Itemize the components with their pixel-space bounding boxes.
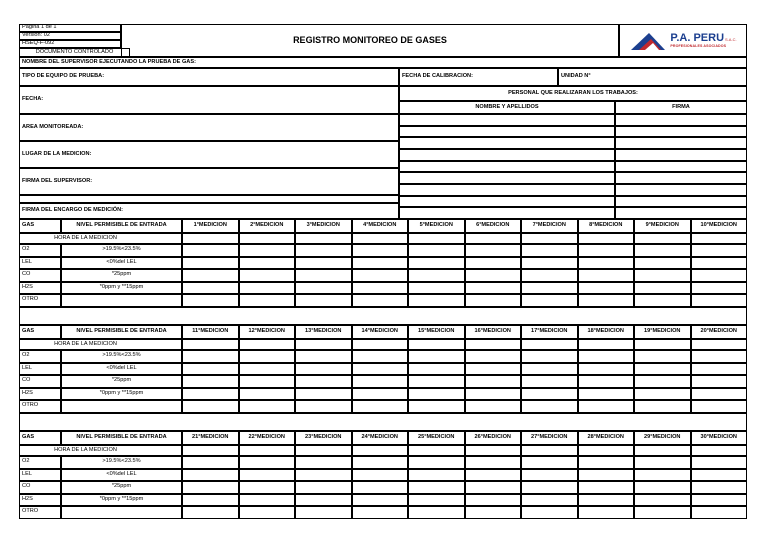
measurement-value-cell[interactable] [352, 269, 409, 282]
measurement-value-cell[interactable] [578, 350, 635, 363]
permissible-level-value [61, 294, 182, 307]
personnel-label: PERSONAL QUE REALIZARAN LOS TRABAJOS: [399, 86, 747, 101]
measurement-column-header: 12°MEDICION [239, 325, 296, 339]
measurement-column-header: 18°MEDICION [578, 325, 635, 339]
measurement-value-cell[interactable] [182, 400, 239, 413]
measurement-value-cell[interactable] [182, 363, 239, 376]
measurement-value-cell[interactable] [521, 456, 578, 469]
measurement-value-cell[interactable] [182, 375, 239, 388]
measurement-value-cell[interactable] [634, 506, 691, 519]
measurement-value-cell[interactable] [182, 257, 239, 270]
measurement-column-header: 24°MEDICION [352, 431, 409, 445]
measurement-value-cell[interactable] [578, 282, 635, 295]
measurement-value-cell[interactable] [691, 456, 748, 469]
measurement-hour-label: HORA DE LA MEDICION [19, 445, 182, 456]
permissible-level-header: NIVEL PERMISIBLE DE ENTRADA [61, 219, 182, 233]
measurement-value-cell[interactable] [634, 456, 691, 469]
personnel-signature-cell[interactable] [615, 172, 747, 184]
measurement-hour-cell[interactable] [578, 445, 635, 456]
measurement-value-cell[interactable] [465, 494, 522, 507]
measurement-value-cell[interactable] [691, 269, 748, 282]
measurement-hour-cell[interactable] [634, 233, 691, 244]
measurement-value-cell[interactable] [352, 244, 409, 257]
permissible-level-value: *25ppm [61, 375, 182, 388]
measurement-value-cell[interactable] [295, 388, 352, 401]
measurement-value-cell[interactable] [691, 375, 748, 388]
measurement-column-header: 15°MEDICION [408, 325, 465, 339]
measurement-value-cell[interactable] [634, 388, 691, 401]
measurement-value-cell[interactable] [465, 257, 522, 270]
measurement-value-cell[interactable] [352, 350, 409, 363]
measurement-value-cell[interactable] [239, 481, 296, 494]
gas-name: CO [19, 375, 61, 388]
measurement-column-header: 1°MEDICION [182, 219, 239, 233]
measurement-hour-cell[interactable] [182, 233, 239, 244]
logo-subtitle: PROFESIONALES ASOCIADOS [670, 43, 727, 48]
name-column-header: NOMBRE Y APELLIDOS [399, 101, 615, 114]
gas-name: OTRO [19, 506, 61, 519]
personnel-name-cell[interactable] [399, 126, 615, 138]
measurement-hour-cell[interactable] [521, 233, 578, 244]
measurement-value-cell[interactable] [691, 388, 748, 401]
measurement-value-cell[interactable] [578, 375, 635, 388]
gas-column-header: GAS [19, 431, 61, 445]
measurement-hour-cell[interactable] [521, 339, 578, 350]
measurement-value-cell[interactable] [239, 282, 296, 295]
measurement-value-cell[interactable] [634, 350, 691, 363]
measurement-value-cell[interactable] [691, 282, 748, 295]
measurement-value-cell[interactable] [408, 494, 465, 507]
measurement-hour-cell[interactable] [465, 233, 522, 244]
measurement-value-cell[interactable] [578, 269, 635, 282]
personnel-name-cell[interactable] [399, 137, 615, 149]
measurement-value-cell[interactable] [352, 363, 409, 376]
measurement-column-header: 26°MEDICION [465, 431, 522, 445]
permissible-level-value: <0%del LEL [61, 469, 182, 482]
measurement-value-cell[interactable] [465, 294, 522, 307]
measurement-value-cell[interactable] [182, 388, 239, 401]
gas-name: LEL [19, 363, 61, 376]
personnel-name-cell[interactable] [399, 172, 615, 184]
personnel-signature-cell[interactable] [615, 149, 747, 161]
measurement-value-cell[interactable] [578, 481, 635, 494]
measurement-value-cell[interactable] [352, 388, 409, 401]
measurement-value-cell[interactable] [578, 506, 635, 519]
equipment-type-label: TIPO DE EQUIPO DE PRUEBA: [19, 68, 399, 86]
measurement-value-cell[interactable] [465, 456, 522, 469]
measurement-value-cell[interactable] [239, 269, 296, 282]
measurement-column-header: 13°MEDICION [295, 325, 352, 339]
measurement-column-header: 6°MEDICION [465, 219, 522, 233]
measurement-value-cell[interactable] [521, 494, 578, 507]
monitored-area-label: AREA MONITOREADA: [19, 114, 399, 141]
measurement-hour-cell[interactable] [521, 445, 578, 456]
measurement-column-header: 16°MEDICION [465, 325, 522, 339]
measurement-value-cell[interactable] [239, 294, 296, 307]
measurement-value-cell[interactable] [634, 244, 691, 257]
measurement-value-cell[interactable] [295, 400, 352, 413]
measurement-value-cell[interactable] [352, 494, 409, 507]
measurement-hour-cell[interactable] [691, 445, 748, 456]
measurement-value-cell[interactable] [578, 456, 635, 469]
measurement-value-cell[interactable] [521, 375, 578, 388]
measurement-column-header: 10°MEDICION [691, 219, 748, 233]
measurement-hour-cell[interactable] [691, 233, 748, 244]
measurement-value-cell[interactable] [352, 294, 409, 307]
gas-name: H2S [19, 282, 61, 295]
gas-monitoring-form [19, 24, 747, 518]
measurement-value-cell[interactable] [295, 294, 352, 307]
measurement-value-cell[interactable] [352, 282, 409, 295]
personnel-signature-cell[interactable] [615, 207, 747, 219]
gas-name: OTRO [19, 400, 61, 413]
measurement-value-cell[interactable] [239, 388, 296, 401]
measurement-column-header: 4°MEDICION [352, 219, 409, 233]
measurement-value-cell[interactable] [182, 456, 239, 469]
measurement-value-cell[interactable] [352, 375, 409, 388]
measurement-value-cell[interactable] [295, 282, 352, 295]
measurement-value-cell[interactable] [578, 494, 635, 507]
measurement-value-cell[interactable] [634, 469, 691, 482]
measurement-value-cell[interactable] [295, 350, 352, 363]
permissible-level-value: *25ppm [61, 269, 182, 282]
measurement-value-cell[interactable] [408, 375, 465, 388]
gas-column-header: GAS [19, 219, 61, 233]
measurement-column-header: 7°MEDICION [521, 219, 578, 233]
permissible-level-value: *0ppm y **15ppm [61, 282, 182, 295]
measurement-value-cell[interactable] [465, 469, 522, 482]
measurement-hour-cell[interactable] [295, 445, 352, 456]
measurement-value-cell[interactable] [521, 469, 578, 482]
measurement-value-cell[interactable] [295, 363, 352, 376]
measurement-value-cell[interactable] [634, 363, 691, 376]
measurement-value-cell[interactable] [691, 506, 748, 519]
gas-name: CO [19, 269, 61, 282]
measurement-value-cell[interactable] [182, 469, 239, 482]
measurement-value-cell[interactable] [408, 456, 465, 469]
permissible-level-header: NIVEL PERMISIBLE DE ENTRADA [61, 325, 182, 339]
measurement-value-cell[interactable] [408, 350, 465, 363]
measurement-value-cell[interactable] [465, 481, 522, 494]
gas-name: O2 [19, 350, 61, 363]
measurement-column-header: 27°MEDICION [521, 431, 578, 445]
measurement-value-cell[interactable] [465, 506, 522, 519]
supervisor-name-label: NOMBRE DEL SUPERVISOR EJECUTANDO LA PRUEBA DE GAS: [19, 57, 747, 68]
measurement-value-cell[interactable] [578, 363, 635, 376]
gas-name: LEL [19, 257, 61, 270]
version: Version: 02 [19, 32, 121, 40]
measurement-value-cell[interactable] [465, 269, 522, 282]
measurement-value-cell[interactable] [521, 244, 578, 257]
measurement-value-cell[interactable] [182, 294, 239, 307]
personnel-signature-cell[interactable] [615, 196, 747, 208]
measurement-hour-cell[interactable] [408, 445, 465, 456]
permissible-level-value: >19.5%<23.5% [61, 456, 182, 469]
measurement-value-cell[interactable] [182, 481, 239, 494]
triangle-mountain-logo-icon [629, 31, 667, 51]
measurement-hour-label: HORA DE LA MEDICION [19, 339, 182, 350]
measurement-value-cell[interactable] [634, 282, 691, 295]
measurement-value-cell[interactable] [295, 506, 352, 519]
measurement-column-header: 9°MEDICION [634, 219, 691, 233]
measurement-column-header: 23°MEDICION [295, 431, 352, 445]
measurement-value-cell[interactable] [521, 269, 578, 282]
measurement-column-header: 28°MEDICION [578, 431, 635, 445]
measurement-hour-cell[interactable] [239, 339, 296, 350]
measurement-column-header: 14°MEDICION [352, 325, 409, 339]
logo-name: P.A. PERU [670, 31, 725, 44]
measurement-value-cell[interactable] [634, 400, 691, 413]
document-code: HSEQ-F-092 [19, 40, 121, 48]
measurement-value-cell[interactable] [578, 294, 635, 307]
measurement-hour-cell[interactable] [352, 233, 409, 244]
measurement-value-cell[interactable] [239, 400, 296, 413]
measurement-hour-cell[interactable] [295, 339, 352, 350]
measurement-hour-label: HORA DE LA MEDICION [19, 233, 182, 244]
measurement-value-cell[interactable] [465, 400, 522, 413]
measurement-value-cell[interactable] [408, 388, 465, 401]
permissible-level-value: *0ppm y **15ppm [61, 388, 182, 401]
unit-number-label: UNIDAD N° [558, 68, 747, 86]
measurement-value-cell[interactable] [465, 375, 522, 388]
measurement-value-cell[interactable] [239, 375, 296, 388]
measurement-hour-cell[interactable] [578, 233, 635, 244]
measurement-hour-cell[interactable] [634, 339, 691, 350]
measurement-value-cell[interactable] [182, 282, 239, 295]
measurement-hour-cell[interactable] [239, 445, 296, 456]
permissible-level-value: <0%del LEL [61, 363, 182, 376]
measurement-value-cell[interactable] [521, 506, 578, 519]
personnel-signature-cell[interactable] [615, 114, 747, 126]
measurement-column-header: 5°MEDICION [408, 219, 465, 233]
measurement-value-cell[interactable] [239, 469, 296, 482]
date-label: FECHA: [19, 86, 399, 114]
measurement-value-cell[interactable] [239, 244, 296, 257]
measurement-value-cell[interactable] [521, 257, 578, 270]
measurement-value-cell[interactable] [352, 257, 409, 270]
measurement-value-cell[interactable] [408, 244, 465, 257]
measurement-value-cell[interactable] [634, 375, 691, 388]
measurement-value-cell[interactable] [182, 506, 239, 519]
measurement-value-cell[interactable] [521, 363, 578, 376]
measurement-column-header: 25°MEDICION [408, 431, 465, 445]
page-title: REGISTRO MONITOREO DE GASES [121, 24, 619, 57]
measurement-value-cell[interactable] [352, 469, 409, 482]
measurement-hour-cell[interactable] [352, 445, 409, 456]
measurement-value-cell[interactable] [408, 363, 465, 376]
gas-column-header: GAS [19, 325, 61, 339]
gas-name: CO [19, 481, 61, 494]
measurement-value-cell[interactable] [239, 350, 296, 363]
measurement-location-label: LUGAR DE LA MEDICION: [19, 141, 399, 168]
measurement-value-cell[interactable] [295, 456, 352, 469]
measurement-value-cell[interactable] [295, 269, 352, 282]
gas-name: LEL [19, 469, 61, 482]
measurement-hour-cell[interactable] [408, 339, 465, 350]
measurement-column-header: 21°MEDICION [182, 431, 239, 445]
measurement-hour-cell[interactable] [182, 339, 239, 350]
measurement-value-cell[interactable] [521, 294, 578, 307]
measurement-value-cell[interactable] [239, 363, 296, 376]
measurement-value-cell[interactable] [634, 257, 691, 270]
permissible-level-value: *25ppm [61, 481, 182, 494]
measurement-value-cell[interactable] [408, 481, 465, 494]
measurement-value-cell[interactable] [691, 363, 748, 376]
measurement-value-cell[interactable] [408, 282, 465, 295]
personnel-name-cell[interactable] [399, 184, 615, 196]
measurement-column-header: 20°MEDICION [691, 325, 748, 339]
measurement-value-cell[interactable] [691, 350, 748, 363]
company-logo [619, 24, 747, 57]
measurement-value-cell[interactable] [634, 294, 691, 307]
controlled-document-label: DOCUMENTO CONTROLADO [19, 48, 130, 57]
measurement-value-cell[interactable] [408, 294, 465, 307]
measurement-hour-cell[interactable] [691, 339, 748, 350]
measurement-value-cell[interactable] [182, 494, 239, 507]
measurement-value-cell[interactable] [521, 350, 578, 363]
measurement-value-cell[interactable] [408, 400, 465, 413]
calibration-date-label: FECHA DE CALIBRACION: [399, 68, 558, 86]
permissible-level-value [61, 400, 182, 413]
measurer-signature-label: FIRMA DEL ENCARGO DE MEDICIÓN: [19, 203, 399, 219]
measurement-value-cell[interactable] [182, 269, 239, 282]
measurement-value-cell[interactable] [295, 481, 352, 494]
measurement-value-cell[interactable] [239, 494, 296, 507]
measurement-value-cell[interactable] [352, 456, 409, 469]
blank-row [19, 195, 399, 203]
measurement-value-cell[interactable] [408, 506, 465, 519]
signature-column-header: FIRMA [615, 101, 747, 114]
measurement-value-cell[interactable] [634, 481, 691, 494]
measurement-value-cell[interactable] [465, 350, 522, 363]
measurement-value-cell[interactable] [578, 257, 635, 270]
measurement-value-cell[interactable] [634, 269, 691, 282]
measurement-value-cell[interactable] [295, 244, 352, 257]
measurement-value-cell[interactable] [691, 294, 748, 307]
permissible-level-value: <0%del LEL [61, 257, 182, 270]
permissible-level-value: *0ppm y **15ppm [61, 494, 182, 507]
measurement-column-header: 22°MEDICION [239, 431, 296, 445]
measurement-value-cell[interactable] [352, 506, 409, 519]
measurement-value-cell[interactable] [691, 257, 748, 270]
measurement-column-header: 17°MEDICION [521, 325, 578, 339]
personnel-name-cell[interactable] [399, 114, 615, 126]
measurement-column-header: 3°MEDICION [295, 219, 352, 233]
measurement-hour-cell[interactable] [578, 339, 635, 350]
measurement-value-cell[interactable] [239, 506, 296, 519]
measurement-value-cell[interactable] [239, 456, 296, 469]
measurement-hour-cell[interactable] [239, 233, 296, 244]
measurement-value-cell[interactable] [691, 494, 748, 507]
gas-name: O2 [19, 456, 61, 469]
measurement-value-cell[interactable] [295, 257, 352, 270]
personnel-signature-cell[interactable] [615, 184, 747, 196]
measurement-value-cell[interactable] [408, 469, 465, 482]
measurement-value-cell[interactable] [408, 269, 465, 282]
measurement-column-header: 19°MEDICION [634, 325, 691, 339]
measurement-column-header: 30°MEDICION [691, 431, 748, 445]
personnel-name-cell[interactable] [399, 196, 615, 208]
measurement-value-cell[interactable] [352, 481, 409, 494]
personnel-name-cell[interactable] [399, 161, 615, 173]
measurement-value-cell[interactable] [691, 481, 748, 494]
measurement-hour-cell[interactable] [408, 233, 465, 244]
measurement-value-cell[interactable] [521, 400, 578, 413]
measurement-value-cell[interactable] [691, 244, 748, 257]
measurement-value-cell[interactable] [691, 400, 748, 413]
measurement-value-cell[interactable] [408, 257, 465, 270]
measurement-column-header: 29°MEDICION [634, 431, 691, 445]
permissible-level-value: >19.5%<23.5% [61, 244, 182, 257]
measurement-value-cell[interactable] [465, 363, 522, 376]
logo-suffix: S.A.C. [725, 36, 737, 42]
measurement-value-cell[interactable] [521, 388, 578, 401]
measurement-value-cell[interactable] [521, 282, 578, 295]
measurement-hour-cell[interactable] [465, 339, 522, 350]
measurement-column-header: 2°MEDICION [239, 219, 296, 233]
measurement-column-header: 11°MEDICION [182, 325, 239, 339]
measurement-value-cell[interactable] [295, 494, 352, 507]
personnel-name-cell[interactable] [399, 207, 615, 219]
gas-name: H2S [19, 388, 61, 401]
measurement-value-cell[interactable] [465, 244, 522, 257]
measurement-hour-cell[interactable] [465, 445, 522, 456]
measurement-value-cell[interactable] [295, 469, 352, 482]
measurement-value-cell[interactable] [578, 244, 635, 257]
measurement-value-cell[interactable] [239, 257, 296, 270]
personnel-signature-cell[interactable] [615, 137, 747, 149]
permissible-level-value: >19.5%<23.5% [61, 350, 182, 363]
gas-name: OTRO [19, 294, 61, 307]
measurement-value-cell[interactable] [578, 388, 635, 401]
measurement-value-cell[interactable] [295, 375, 352, 388]
measurement-hour-cell[interactable] [352, 339, 409, 350]
gas-name: H2S [19, 494, 61, 507]
measurement-value-cell[interactable] [182, 350, 239, 363]
measurement-value-cell[interactable] [578, 469, 635, 482]
measurement-hour-cell[interactable] [182, 445, 239, 456]
measurement-value-cell[interactable] [634, 494, 691, 507]
measurement-value-cell[interactable] [465, 388, 522, 401]
permissible-level-value [61, 506, 182, 519]
blank-row [19, 413, 747, 432]
measurement-value-cell[interactable] [691, 469, 748, 482]
personnel-name-cell[interactable] [399, 149, 615, 161]
personnel-signature-cell[interactable] [615, 161, 747, 173]
measurement-hour-cell[interactable] [295, 233, 352, 244]
measurement-value-cell[interactable] [521, 481, 578, 494]
blank-row [19, 307, 747, 326]
supervisor-signature-label: FIRMA DEL SUPERVISOR: [19, 168, 399, 195]
measurement-value-cell[interactable] [182, 244, 239, 257]
measurement-hour-cell[interactable] [634, 445, 691, 456]
personnel-signature-cell[interactable] [615, 126, 747, 138]
measurement-value-cell[interactable] [465, 282, 522, 295]
measurement-value-cell[interactable] [352, 400, 409, 413]
page-number: Pagina 1 de 1 [19, 24, 121, 32]
measurement-column-header: 8°MEDICION [578, 219, 635, 233]
gas-name: O2 [19, 244, 61, 257]
permissible-level-header: NIVEL PERMISIBLE DE ENTRADA [61, 431, 182, 445]
measurement-value-cell[interactable] [578, 400, 635, 413]
